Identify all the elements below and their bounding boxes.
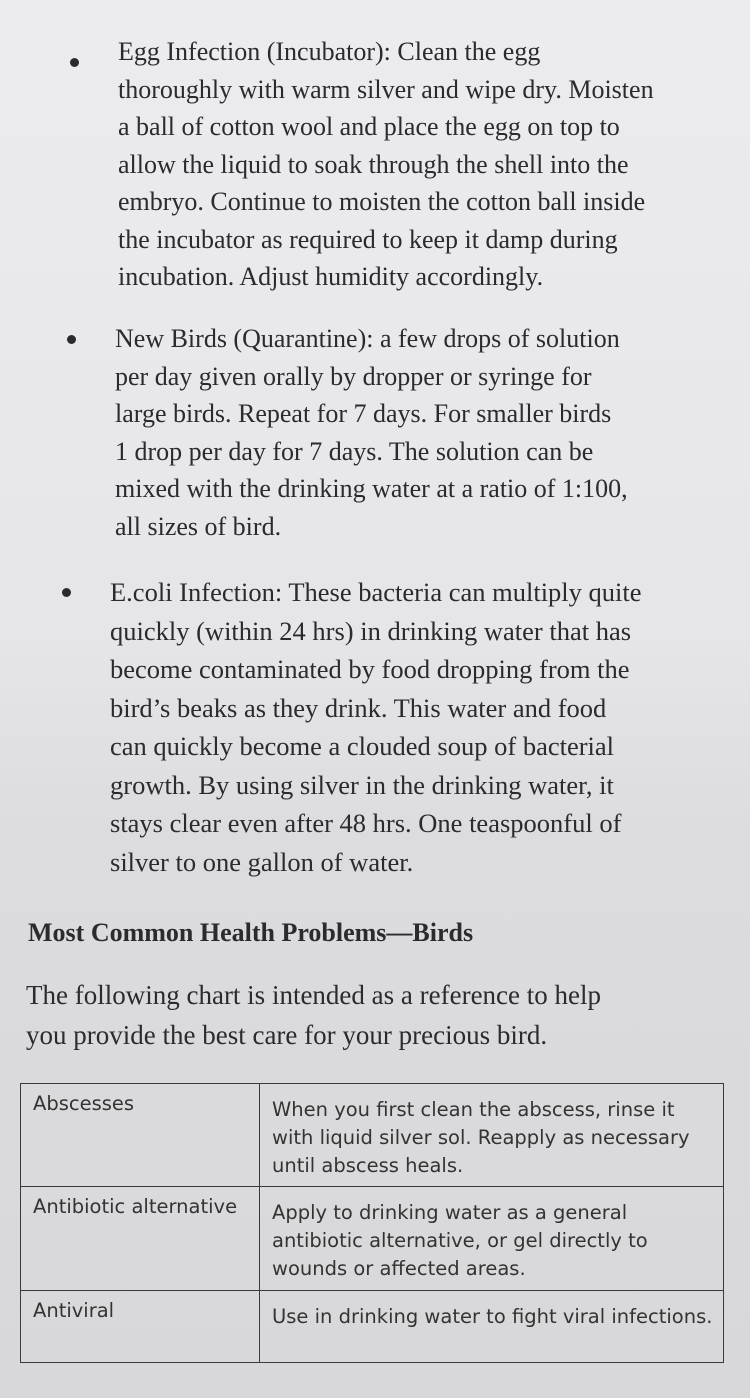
text-line: large birds. Repeat for 7 days. For smaller birds	[115, 399, 612, 428]
table-row	[21, 1084, 724, 1187]
text-line: incubation. Adjust humidity accordingly.	[118, 262, 544, 291]
text-line: bird’s beaks as they drink. This water and food	[110, 692, 607, 723]
text-line: thoroughly with warm silver and wipe dry. Moisten	[118, 74, 654, 104]
treatment-cell: Use in drinking water to fight viral infections.	[260, 1291, 724, 1363]
text-line: quickly (within 24 hrs) in drinking water that has	[110, 615, 632, 646]
text-line: New Birds (Quarantine): a few drops of solution	[115, 324, 620, 353]
text-line: allow the liquid to soak through the shell into the	[118, 149, 629, 179]
text-line: become contaminated by food dropping from the	[110, 654, 630, 684]
bullet-dot-icon	[62, 588, 71, 597]
bullet-text	[118, 33, 654, 296]
text-line: 1 drop per day for 7 days. The solution can be	[115, 436, 594, 466]
bullet-dot-icon	[67, 335, 76, 344]
bullet-text	[110, 573, 642, 881]
treatment-cell: When you first clean the abscess, rinse it with liquid silver sol. Reapply as necessary until abscess heals.	[260, 1084, 724, 1187]
text-line: embryo. Continue to moisten the cotton ball inside	[118, 187, 646, 216]
health-problems-table	[20, 1083, 724, 1363]
text-line: the incubator as required to keep it damp during	[118, 224, 618, 254]
text-line: mixed with the drinking water at a ratio of 1:100,	[115, 474, 628, 503]
problem-cell: Antibiotic alternative	[21, 1187, 260, 1291]
section-intro	[26, 975, 601, 1055]
text-line: The following chart is intended as a reference to help	[26, 980, 602, 1010]
text-line: you provide the best care for your precious bird.	[26, 1020, 548, 1050]
problem-cell: Antiviral	[21, 1291, 260, 1363]
text-line: a ball of cotton wool and place the egg on top to	[118, 112, 620, 141]
problem-cell: Abscesses	[21, 1084, 260, 1187]
bullet-dot-icon	[70, 58, 79, 67]
bullet-text	[115, 320, 628, 545]
text-line: all sizes of bird.	[115, 511, 282, 541]
text-line: silver to one gallon of water.	[110, 846, 414, 877]
table-row	[21, 1291, 724, 1363]
text-line: growth. By using silver in the drinking water, it	[110, 769, 614, 800]
section-heading: Most Common Health Problems—Birds	[28, 918, 474, 947]
table-row	[21, 1187, 724, 1291]
text-line: E.coli Infection: These bacteria can multiply quite	[110, 577, 642, 607]
text-line: Egg Infection (Incubator): Clean the egg	[118, 37, 541, 66]
treatment-cell: Apply to drinking water as a general antibiotic alternative, or gel directly to wounds or affected areas.	[260, 1187, 724, 1291]
text-line: stays clear even after 48 hrs. One teaspoonful of	[110, 808, 622, 838]
text-line: can quickly become a clouded soup of bacterial	[110, 731, 615, 761]
text-line: per day given orally by dropper or syringe for	[115, 361, 592, 391]
